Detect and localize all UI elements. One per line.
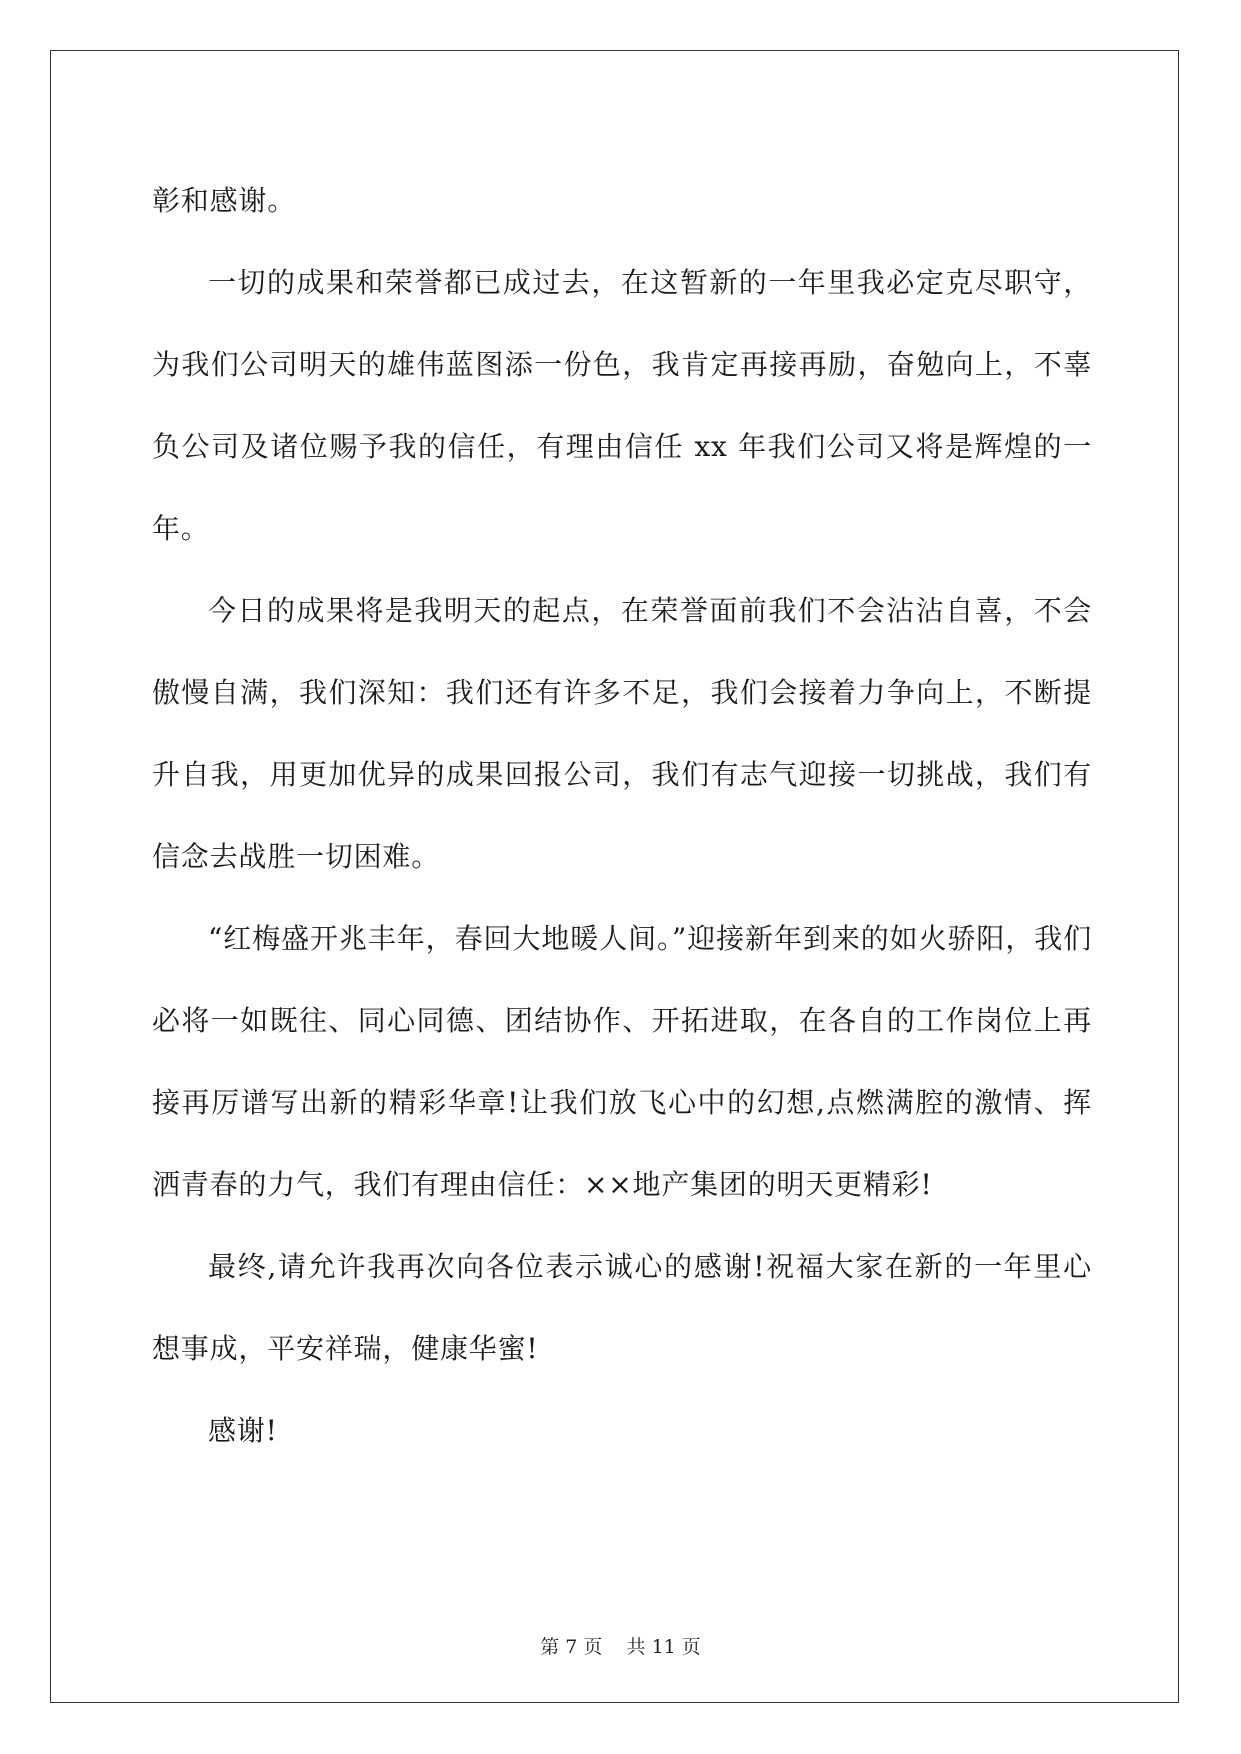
paragraph-6: 感谢! [208, 1414, 278, 1447]
paragraph-4: “红梅盛开兆丰年，春回大地暖人间。”迎接新年到来的如火骄阳，我们必将一如既往、同心同德、团结协作、开拓进取，在各自的工作岗位上再接再厉谱写出新的精彩华章!让我们放飞心中的幻想,点燃满腔的激情、挥洒青春的力气，我们有理由信任：××地产集团的明天更精彩! [152, 922, 1092, 1201]
paragraph-1: 彰和感谢。 [152, 184, 297, 217]
page-footer [0, 1632, 1241, 1659]
paragraph-5: 最终,请允许我再次向各位表示诚心的感谢!祝福大家在新的一年里心想事成，平安祥瑞，健康华蜜! [152, 1250, 1092, 1365]
page-total: 共 11 页 [626, 1636, 701, 1658]
page-number: 第 7 页 [540, 1636, 603, 1658]
paragraph-3: 今日的成果将是我明天的起点，在荣誉面前我们不会沾沾自喜，不会傲慢自满，我们深知：我们还有许多不足，我们会接着力争向上，不断提升自我，用更加优异的成果回报公司，我们有志气迎接一切挑战，我们有信念去战胜一切困难。 [152, 594, 1092, 873]
paragraph-2: 一切的成果和荣誉都已成过去，在这暂新的一年里我必定克尽职守，为我们公司明天的雄伟蓝图添一份色，我肯定再接再励，奋勉向上，不辜负公司及诸位赐予我的信任，有理由信任 xx 年我们公司又将是辉煌的一年。 [152, 266, 1092, 545]
document-body [152, 160, 1092, 1472]
